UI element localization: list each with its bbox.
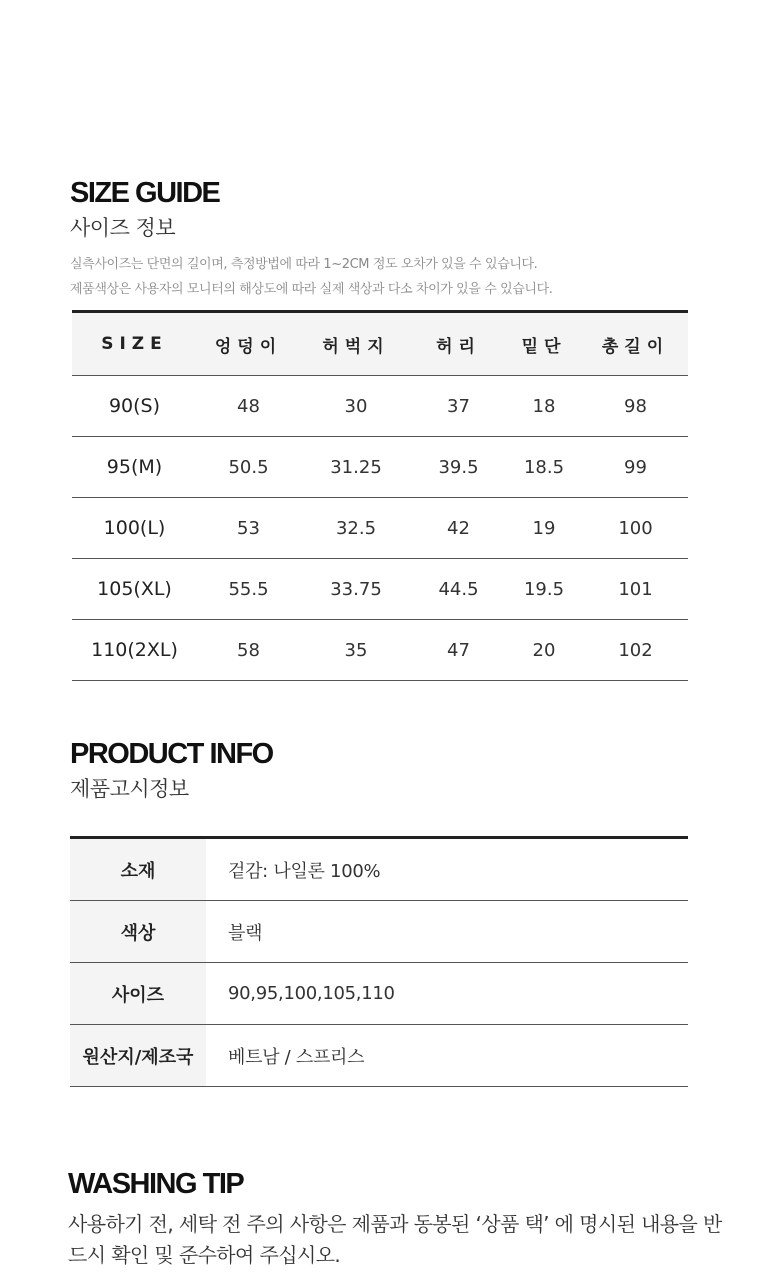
- column-header: 허벅지: [300, 312, 412, 376]
- size-guide-subtitle: 사이즈 정보: [70, 216, 176, 240]
- table-row: [72, 498, 688, 559]
- info-label: 색상: [70, 901, 206, 963]
- table-cell: 31.25: [300, 437, 412, 498]
- info-row: [70, 838, 688, 901]
- table-cell: 47: [412, 620, 505, 681]
- info-row: [70, 901, 688, 963]
- table-cell: 18: [505, 376, 583, 437]
- size-cell: 95(M): [72, 437, 197, 498]
- table-cell: 58: [197, 620, 300, 681]
- table-cell: 44.5: [412, 559, 505, 620]
- table-cell: 100: [583, 498, 688, 559]
- size-note: 실측사이즈는 단면의 길이며, 측정방법에 따라 1~2CM 정도 오차가 있을 수 있습니다.: [70, 257, 538, 272]
- table-cell: 42: [412, 498, 505, 559]
- table-cell: 33.75: [300, 559, 412, 620]
- washing-tip-text: 사용하기 전, 세탁 전 주의 사항은 제품과 동봉된 ‘상품 택’ 에 명시된 내용을 반드시 확인 및 준수하여 주십시오.: [68, 1212, 722, 1267]
- column-header: 밑단: [505, 312, 583, 376]
- info-row: [70, 963, 688, 1025]
- size-table-header: [72, 312, 688, 376]
- product-info-subtitle: 제품고시정보: [70, 777, 189, 801]
- info-label: 원산지/제조국: [70, 1025, 206, 1087]
- column-header: 총길이: [583, 312, 688, 376]
- size-guide-title: SIZE GUIDE: [70, 177, 220, 209]
- size-guide-section: [70, 176, 688, 302]
- table-cell: 20: [505, 620, 583, 681]
- table-cell: 30: [300, 376, 412, 437]
- info-label: 소재: [70, 838, 206, 901]
- info-value: 겉감: 나일론 100%: [206, 838, 688, 901]
- info-value: 90,95,100,105,110: [206, 963, 688, 1025]
- table-cell: 18.5: [505, 437, 583, 498]
- info-value: 블랙: [206, 901, 688, 963]
- table-cell: 50.5: [197, 437, 300, 498]
- size-cell: 105(XL): [72, 559, 197, 620]
- table-cell: 102: [583, 620, 688, 681]
- size-cell: 110(2XL): [72, 620, 197, 681]
- table-cell: 19.5: [505, 559, 583, 620]
- washing-tip-title: WASHING TIP: [68, 1168, 244, 1200]
- table-cell: 101: [583, 559, 688, 620]
- product-info-title: PRODUCT INFO: [70, 738, 273, 770]
- size-note: 제품색상은 사용자의 모니터의 해상도에 따라 실제 색상과 다소 차이가 있을 수 있습니다.: [70, 282, 553, 297]
- info-row: [70, 1025, 688, 1087]
- column-header: SIZE: [72, 312, 197, 376]
- table-row: [72, 620, 688, 681]
- product-info-section: [70, 737, 688, 803]
- table-cell: 99: [583, 437, 688, 498]
- column-header: 허리: [412, 312, 505, 376]
- table-cell: 48: [197, 376, 300, 437]
- washing-tip-section: [68, 1167, 748, 1271]
- size-guide-notes: [70, 252, 688, 302]
- table-cell: 55.5: [197, 559, 300, 620]
- table-row: [72, 376, 688, 437]
- size-cell: 100(L): [72, 498, 197, 559]
- size-table: [72, 310, 688, 681]
- table-cell: 35: [300, 620, 412, 681]
- table-row: [72, 437, 688, 498]
- info-label: 사이즈: [70, 963, 206, 1025]
- table-cell: 53: [197, 498, 300, 559]
- table-cell: 98: [583, 376, 688, 437]
- info-value: 베트남 / 스프리스: [206, 1025, 688, 1087]
- size-cell: 90(S): [72, 376, 197, 437]
- column-header: 엉덩이: [197, 312, 300, 376]
- table-cell: 19: [505, 498, 583, 559]
- table-row: [72, 559, 688, 620]
- table-cell: 32.5: [300, 498, 412, 559]
- table-cell: 39.5: [412, 437, 505, 498]
- product-info-table: [70, 836, 688, 1087]
- table-cell: 37: [412, 376, 505, 437]
